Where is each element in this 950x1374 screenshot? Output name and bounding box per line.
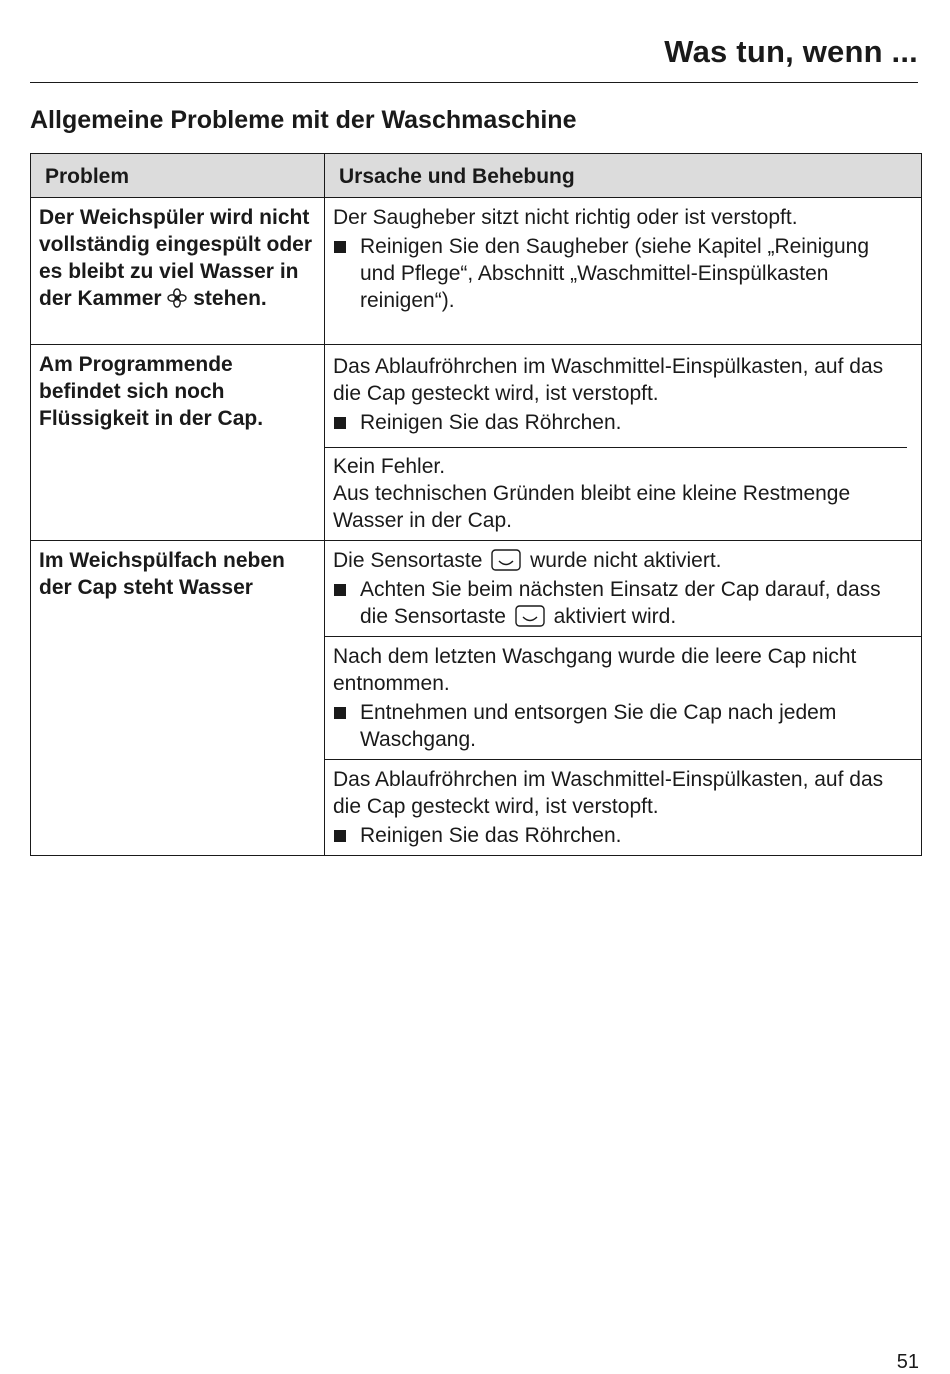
action-item — [333, 576, 909, 630]
cause-cell — [325, 345, 922, 448]
section-title: Allgemeine Probleme mit der Waschmaschine — [30, 106, 577, 134]
column-header-problem: Problem — [31, 154, 325, 198]
action-item — [333, 822, 909, 849]
action-text-start: Achten Sie beim nächsten Einsatz der Cap darauf, dass die Sensortaste — [360, 578, 881, 628]
action-item — [333, 409, 909, 436]
cause-cell — [325, 198, 922, 345]
cause-cell — [325, 760, 922, 856]
square-bullet-icon — [334, 830, 346, 842]
problem-cell — [31, 198, 325, 345]
table-row — [31, 345, 922, 448]
action-item — [333, 233, 909, 314]
cause-text: Kein Fehler. — [333, 455, 446, 478]
page-header — [30, 30, 918, 83]
table-row — [31, 198, 922, 345]
cause-cell — [325, 447, 922, 541]
cause-text: Nach dem letzten Waschgang wurde die leere Cap nicht entnommen. — [333, 645, 857, 695]
problem-text-end: stehen. — [193, 287, 267, 310]
square-bullet-icon — [334, 241, 346, 253]
action-item — [333, 699, 909, 753]
problem-cell: Im Weichspülfach neben der Cap steht Wasser — [31, 541, 325, 856]
cause-text: Aus technischen Gründen bleibt eine kleine Restmenge Wasser in der Cap. — [333, 482, 851, 532]
cause-cell — [325, 637, 922, 760]
flower-icon — [167, 288, 187, 308]
action-text: Reinigen Sie das Röhrchen. — [360, 411, 622, 434]
square-bullet-icon — [334, 584, 346, 596]
square-bullet-icon — [334, 417, 346, 429]
table-row — [31, 541, 922, 637]
action-text: Entnehmen und entsorgen Sie die Cap nach jedem Waschgang. — [360, 701, 837, 751]
sensor-key-icon — [515, 605, 545, 627]
problem-text: Der Weichspüler wird nicht vollständig eingespült oder es bleibt zu viel Wasser in der Kammer — [39, 206, 313, 310]
cause-text-end: wurde nicht aktiviert. — [530, 549, 722, 572]
cause-cell — [325, 541, 922, 637]
column-header-cause: Ursache und Behebung — [325, 154, 922, 198]
page-number: 51 — [896, 1351, 919, 1373]
cause-text: Das Ablaufröhrchen im Waschmittel-Einspülkasten, auf das die Cap gesteckt wird, ist verstopft. — [333, 355, 884, 405]
problem-table — [30, 153, 922, 856]
problem-cell: Am Programmende befindet sich noch Flüssigkeit in der Cap. — [31, 345, 325, 541]
cause-text — [333, 547, 909, 574]
sensor-key-icon — [491, 549, 521, 571]
cause-text-start: Die Sensortaste — [333, 549, 483, 572]
cause-text: Der Saugheber sitzt nicht richtig oder ist verstopft. — [333, 206, 798, 229]
page-title: Was tun, wenn ... — [664, 34, 918, 69]
square-bullet-icon — [334, 707, 346, 719]
action-text: Reinigen Sie das Röhrchen. — [360, 824, 622, 847]
action-text-end: aktiviert wird. — [553, 605, 677, 628]
action-text: Reinigen Sie den Saugheber (siehe Kapitel „Reinigung und Pflege“, Abschnitt „Waschmittel-Einspülkasten reinigen“). — [360, 235, 870, 312]
table-header-row — [31, 154, 922, 198]
cause-text: Das Ablaufröhrchen im Waschmittel-Einspülkasten, auf das die Cap gesteckt wird, ist verstopft. — [333, 768, 884, 818]
